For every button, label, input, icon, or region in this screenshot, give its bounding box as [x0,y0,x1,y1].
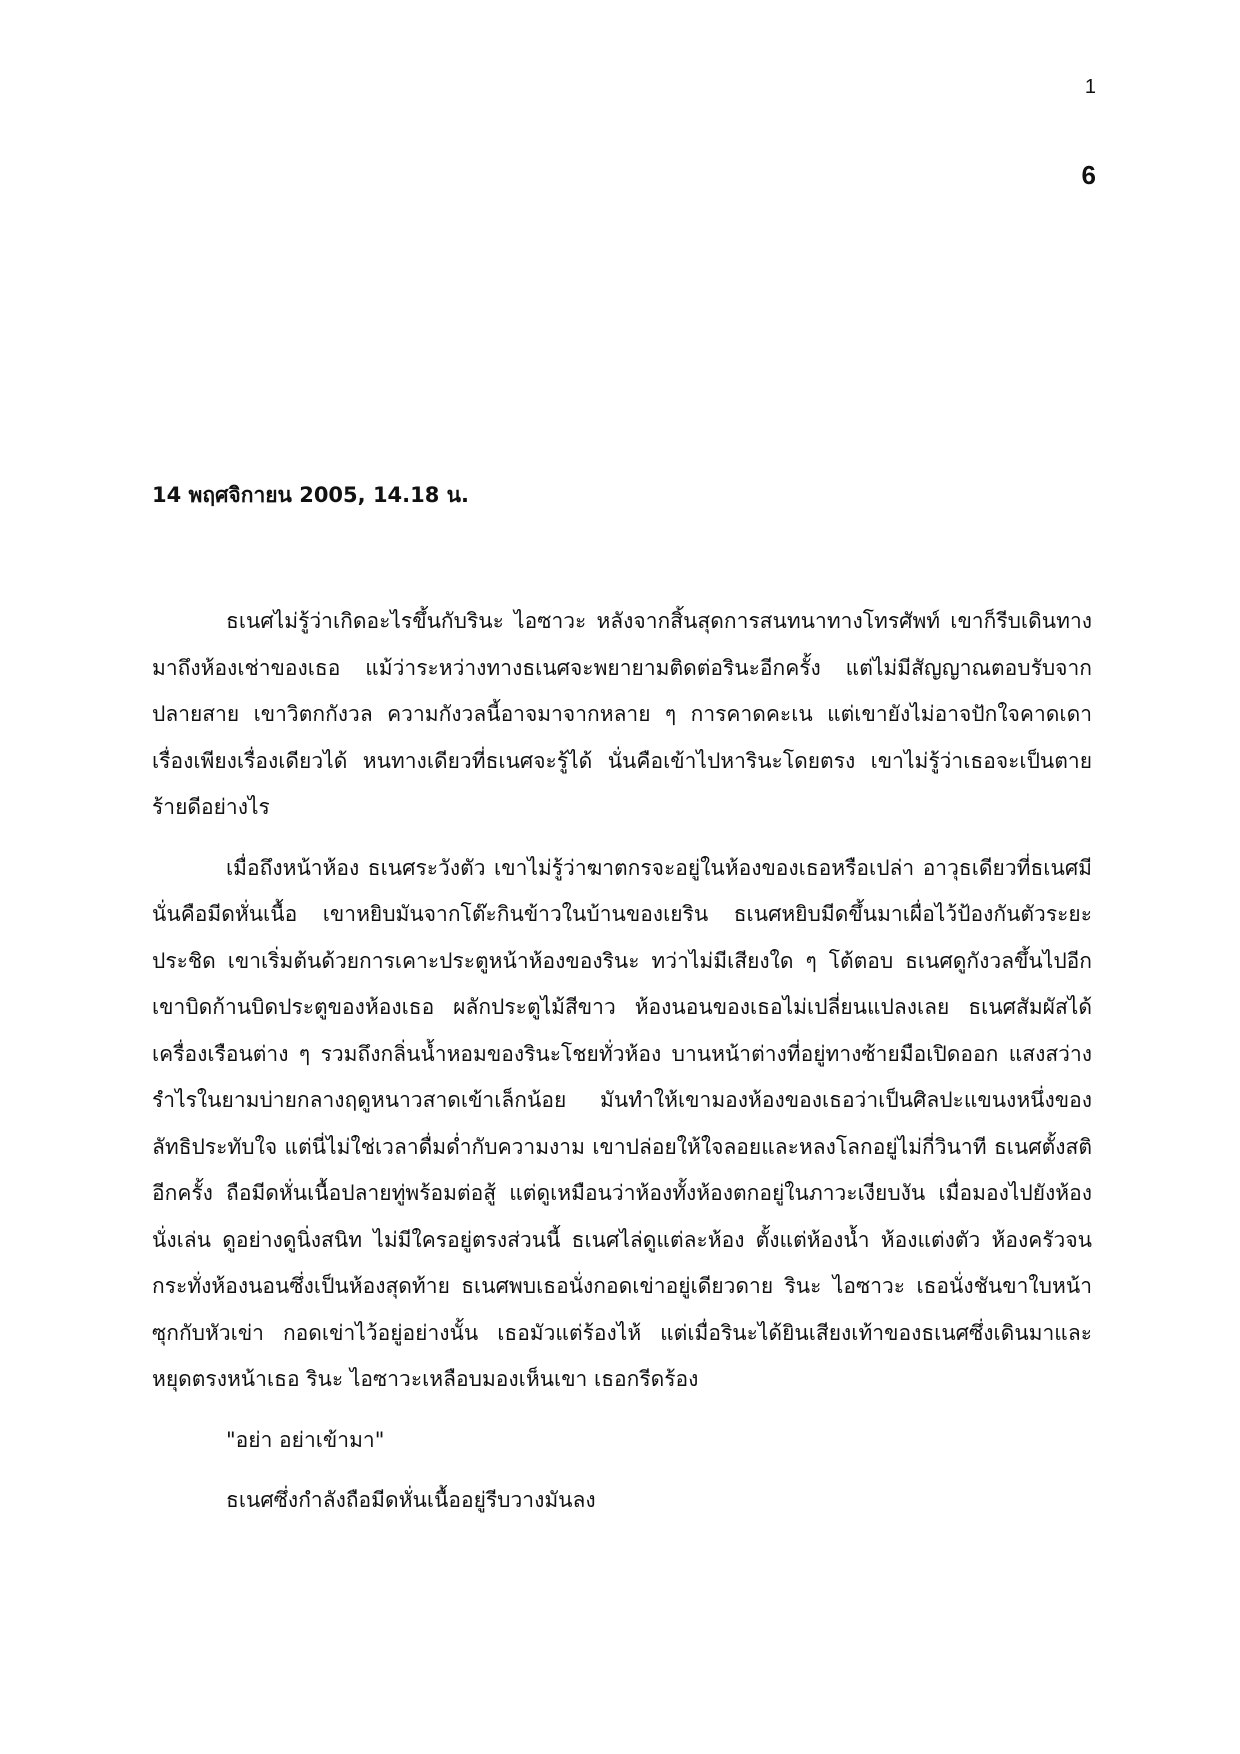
paragraph: ธเนศไม่รู้ว่าเกิดอะไรขึ้นกับรินะ ไอซาวะ หลังจากสิ้นสุดการสนทนาทางโทรศัพท์ เขาก็รีบเดินทางมาถึงห้องเช่าของเธอ แม้ว่าระหว่างทางธเนศจะพยายามติดต่อรินะอีกครั้ง แต่ไม่มีสัญญาณตอบรับจากปลายสาย เขาวิตกกังวล ความกังวลนี้อาจมาจากหลาย ๆ การคาดคะเน แต่เขายังไม่อาจปักใจคาดเดาเรื่องเพียงเรื่องเดียวได้ หนทางเดียวที่ธเนศจะรู้ได้ นั่นคือเข้าไปหารินะโดยตรง เขาไม่รู้ว่าเธอจะเป็นตายร้ายดีอย่างไร [152,609,1092,819]
paragraph: เมื่อถึงหน้าห้อง ธเนศระวังตัว เขาไม่รู้ว่าฆาตกรจะอยู่ในห้องของเธอหรือเปล่า อาวุธเดียวที่ธเนศมีนั่นคือมีดหั่นเนื้อ เขาหยิบมันจากโต๊ะกินข้าวในบ้านของเยริน ธเนศหยิบมีดขึ้นมาเผื่อไว้ป้องกันตัวระยะประชิด เขาเริ่มต้นด้วยการเคาะประตูหน้าห้องของรินะ ทว่าไม่มีเสียงใด ๆ โต้ตอบ ธเนศดูกังวลขึ้นไปอีก เขาบิดก้านบิดประตูของห้องเธอ ผลักประตูไม้สีขาว ห้องนอนของเธอไม่เปลี่ยนแปลงเลย ธเนศสัมผัสได้เครื่องเรือนต่าง ๆ รวมถึงกลิ่นน้ำหอมของรินะโชยทั่วห้อง บานหน้าต่างที่อยู่ทางซ้ายมือเปิดออก แสงสว่างรำไรในยามบ่ายกลางฤดูหนาวสาดเข้าเล็กน้อย มันทำให้เขามองห้องของเธอว่าเป็นศิลปะแขนงหนึ่งของลัทธิประทับใจ แต่นี่ไม่ใช่เวลาดื่มด่ำกับความงาม เขาปล่อยให้ใจลอยและหลงโลกอยู่ไม่กี่วินาที ธเนศตั้งสติอีกครั้ง ถือมีดหั่นเนื้อปลายทู่พร้อมต่อสู้ แต่ดูเหมือนว่าห้องทั้งห้องตกอยู่ในภาวะเงียบงัน เมื่อมองไปยังห้องนั่งเล่น ดูอย่างดูนิ่งสนิท ไม่มีใครอยู่ตรงส่วนนี้ ธเนศไล่ดูแต่ละห้อง ตั้งแต่ห้องน้ำ ห้องแต่งตัว ห้องครัวจนกระทั่งห้องนอนซึ่งเป็นห้องสุดท้าย ธเนศพบเธอนั่งกอดเข่าอยู่เดียวดาย รินะ ไอซาวะ เธอนั่งชันขาใบหน้าซุกกับหัวเข่า กอดเข่าไว้อยู่อย่างนั้น เธอมัวแต่ร้องไห้ แต่เมื่อรินะได้ยินเสียงเท้าของธเนศซึ่งเดินมาและหยุดตรงหน้าเธอ รินะ ไอซาวะเหลือบมองเห็นเขา เธอกรีดร้อง [152,855,1092,1391]
chapter-number: 6 [1081,160,1096,190]
page-number: 1 [1084,76,1096,98]
body-text [152,598,1092,1524]
date-heading: 14 พฤศจิกายน 2005, 14.18 น. [152,483,470,507]
dialogue-line: "อย่า อย่าเข้ามา" [226,1427,385,1452]
narration-line: ธเนศซึ่งกำลังถือมีดหั่นเนื้ออยู่รีบวางมันลง [226,1488,596,1512]
